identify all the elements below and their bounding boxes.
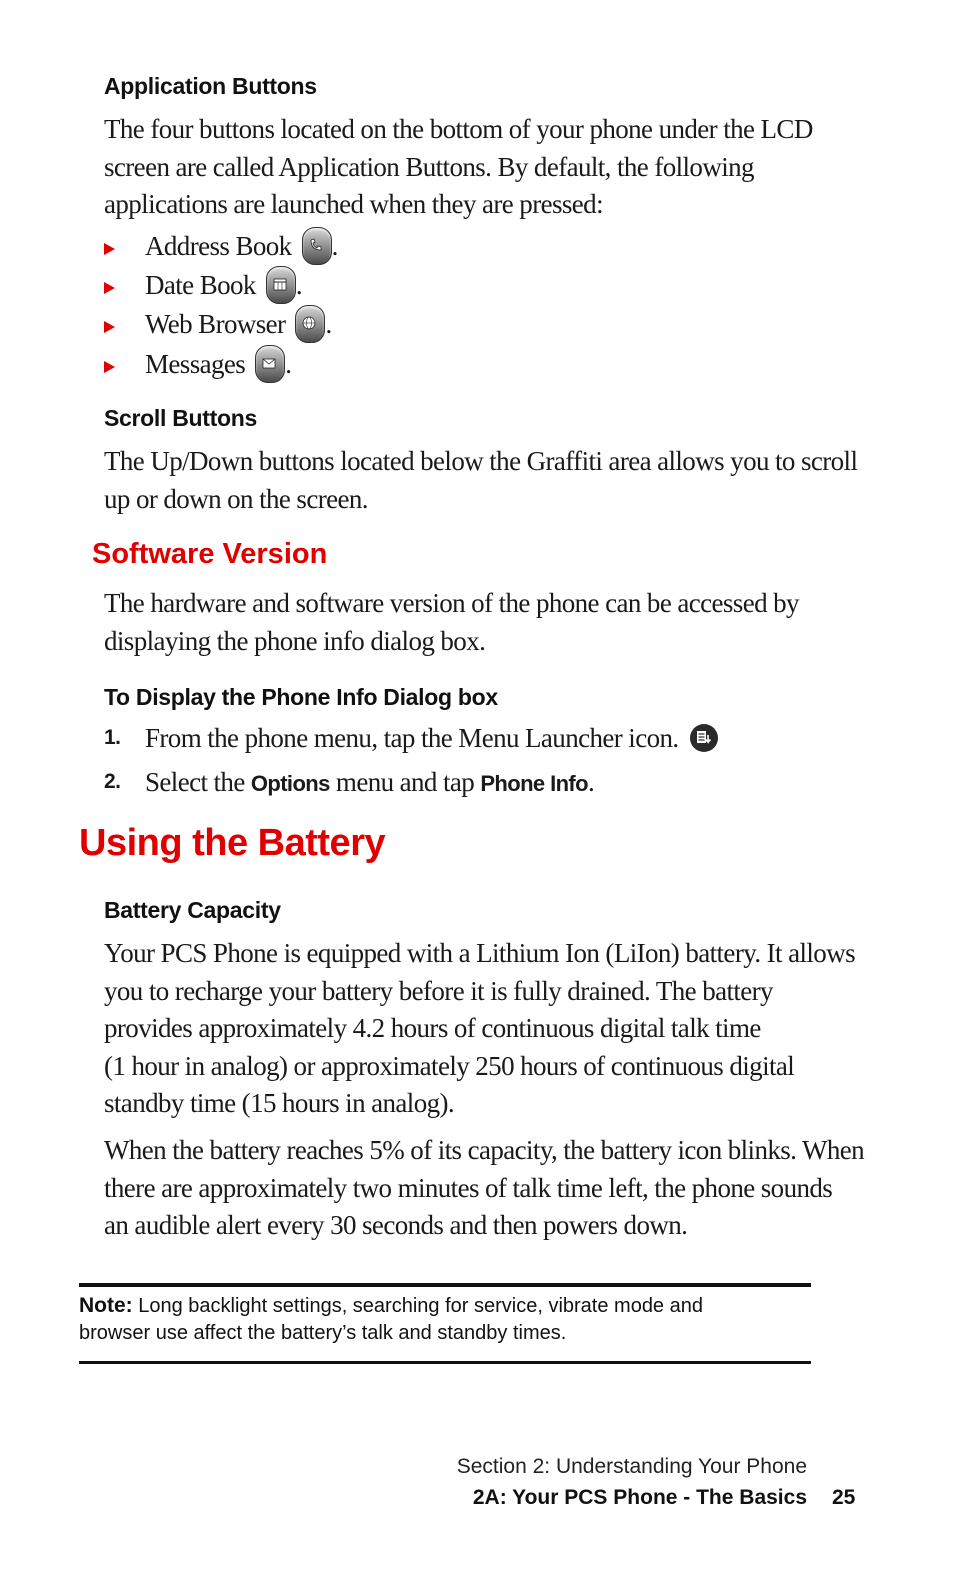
application-buttons-intro <box>104 111 813 224</box>
application-buttons-heading: Application Buttons <box>104 73 317 99</box>
note-line-2: browser use affect the battery’s talk and standby times. <box>79 1322 567 1344</box>
messages-icon <box>255 345 285 383</box>
using-the-battery-heading: Using the Battery <box>79 822 386 864</box>
bullet-label: Address Book <box>145 230 292 261</box>
bullet-arrow-icon <box>104 361 115 373</box>
step-number: 1. <box>104 726 121 749</box>
step-2 <box>104 763 594 801</box>
footer-chapter: 2A: Your PCS Phone - The Basics <box>472 1486 807 1509</box>
battery-paragraph-1 <box>104 935 855 1123</box>
bullet-arrow-icon <box>104 321 115 333</box>
phone-info-label: Phone Info <box>480 770 588 796</box>
text-line: When the battery reaches 5% of its capacity, the battery icon blinks. When <box>104 1135 865 1165</box>
software-version-heading: Software Version <box>92 538 328 570</box>
text-line: there are approximately two minutes of talk time left, the phone sounds <box>104 1172 833 1203</box>
note-top-rule <box>79 1283 811 1287</box>
text-line: The hardware and software version of the phone can be accessed by <box>104 588 799 618</box>
step-1 <box>104 719 719 757</box>
step-text-pre: Select the <box>145 766 251 797</box>
bullet-address-book <box>104 227 338 265</box>
step-text: From the phone menu, tap the Menu Launcher icon. <box>145 722 679 753</box>
step-number: 2. <box>104 770 121 793</box>
menu-launcher-icon <box>689 723 719 753</box>
text-line: (1 hour in analog) or approximately 250 hours of continuous digital <box>104 1050 795 1081</box>
page-number: 25 <box>832 1486 856 1509</box>
options-menu-label: Options <box>250 770 330 796</box>
period: . <box>295 269 302 300</box>
web-browser-icon <box>295 305 325 343</box>
text-line: provides approximately 4.2 hours of continuous digital talk time <box>104 1013 761 1043</box>
period: . <box>325 308 332 339</box>
text-line: displaying the phone info dialog box. <box>104 625 486 656</box>
address-book-icon <box>302 227 332 265</box>
scroll-buttons-heading: Scroll Buttons <box>104 405 257 431</box>
step-text-end: . <box>587 766 595 797</box>
battery-paragraph-2 <box>104 1132 864 1245</box>
bullet-web-browser <box>104 305 332 343</box>
text-line: up or down on the screen. <box>104 483 368 514</box>
bullet-messages <box>104 345 291 383</box>
bullet-date-book <box>104 266 302 304</box>
bullet-arrow-icon <box>104 282 115 294</box>
step-text-mid: menu and tap <box>329 766 481 797</box>
bullet-arrow-icon <box>104 243 115 255</box>
battery-capacity-heading: Battery Capacity <box>104 897 281 923</box>
bullet-label: Messages <box>145 348 246 379</box>
intro-line: screen are called Application Buttons. By default, the following <box>104 151 754 182</box>
note-bottom-rule <box>79 1361 811 1364</box>
period: . <box>285 348 292 379</box>
bullet-label: Web Browser <box>145 308 286 339</box>
footer-section: Section 2: Understanding Your Phone <box>456 1455 807 1478</box>
bullet-label: Date Book <box>145 269 256 300</box>
step-text <box>145 767 594 798</box>
text-line: Your PCS Phone is equipped with a Lithium Ion (LiIon) battery. It allows <box>104 938 855 968</box>
date-book-icon <box>266 266 296 304</box>
text-line: standby time (15 hours in analog). <box>104 1088 455 1118</box>
scroll-buttons-text <box>104 443 857 518</box>
note-line-1: Long backlight settings, searching for service, vibrate mode and <box>132 1295 703 1317</box>
text-line: you to recharge your battery before it is fully drained. The battery <box>104 975 773 1006</box>
intro-line: applications are launched when they are pressed: <box>104 189 603 219</box>
note-label: Note: <box>79 1294 133 1317</box>
intro-line: The four buttons located on the bottom of your phone under the LCD <box>104 114 813 144</box>
phone-info-subheading: To Display the Phone Info Dialog box <box>104 684 498 710</box>
text-line: The Up/Down buttons located below the Graffiti area allows you to scroll <box>104 446 858 476</box>
period: . <box>331 230 338 261</box>
software-version-text <box>104 585 799 660</box>
text-line: an audible alert every 30 seconds and then powers down. <box>104 1210 688 1240</box>
note-box <box>79 1292 819 1347</box>
